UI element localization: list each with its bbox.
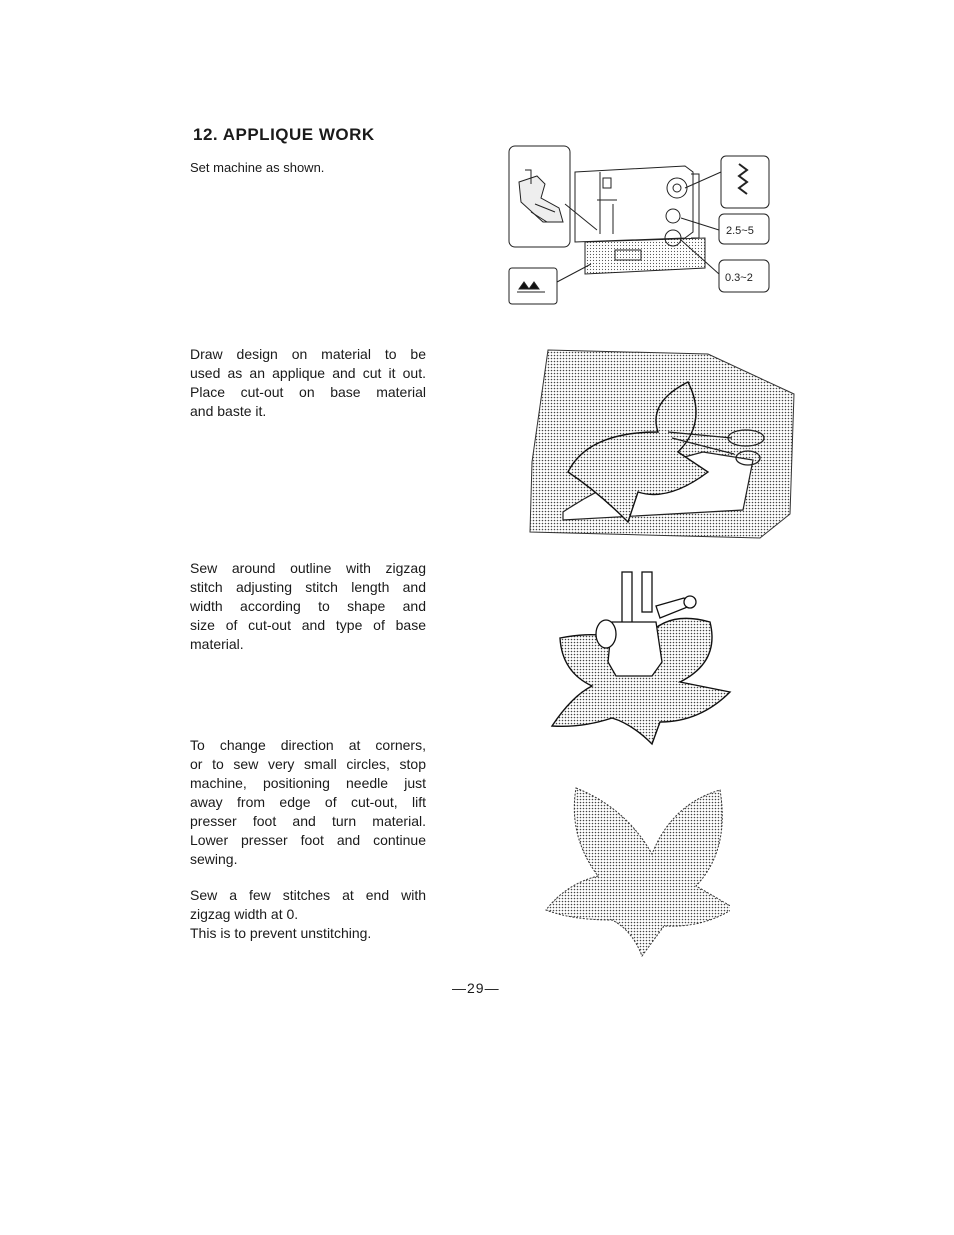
section-title: 12. APPLIQUE WORK <box>193 125 375 144</box>
step-3-line-2: stitch adjusting stitch length and <box>190 579 426 595</box>
step-4-line-2: or to sew very small circles, stop <box>190 756 426 772</box>
step-4-line-7: sewing. <box>190 851 238 867</box>
step-1-text <box>190 158 426 177</box>
step-4-text <box>190 736 426 869</box>
step-4-line-5: presser foot and turn material. <box>190 813 426 829</box>
step-3-line-3: width according to shape and <box>190 598 426 614</box>
step-3-line-1: Sew around outline with zigzag <box>190 560 426 576</box>
step-2-line-2: used as an applique and cut it out. <box>190 365 426 381</box>
step-3-line-5: material. <box>190 636 244 652</box>
step-2-line-1: Draw design on material to be <box>190 346 426 362</box>
step-5-line-1: Sew a few stitches at end with <box>190 887 426 903</box>
step-4-line-6: Lower presser foot and continue <box>190 832 426 848</box>
page-number: —29— <box>452 980 500 996</box>
step-4-line-3: machine, positioning needle just <box>190 775 426 791</box>
finished-applique-figure <box>540 780 730 960</box>
step-5-text <box>190 886 426 943</box>
step-2-line-4: and baste it. <box>190 403 267 419</box>
step-3-text <box>190 559 426 654</box>
step-5-line-3: This is to prevent unstitching. <box>190 925 372 941</box>
machine-settings-figure <box>505 142 775 314</box>
sewing-outline-figure <box>546 566 732 746</box>
stitch-width-label: 0.3~2 <box>725 272 753 284</box>
stitch-length-label: 2.5~5 <box>726 225 754 237</box>
step-4-line-4: away from edge of cut-out, lift <box>190 794 426 810</box>
step-2-line-3: Place cut-out on base material <box>190 384 426 400</box>
step-5-line-2: zigzag width at 0. <box>190 906 299 922</box>
step-4-line-1: To change direction at corners, <box>190 737 426 753</box>
step-1-line-1: Set machine as shown. <box>190 160 325 175</box>
step-2-text <box>190 345 426 421</box>
cut-out-figure <box>508 342 798 540</box>
step-3-line-4: size of cut-out and type of base <box>190 617 426 633</box>
